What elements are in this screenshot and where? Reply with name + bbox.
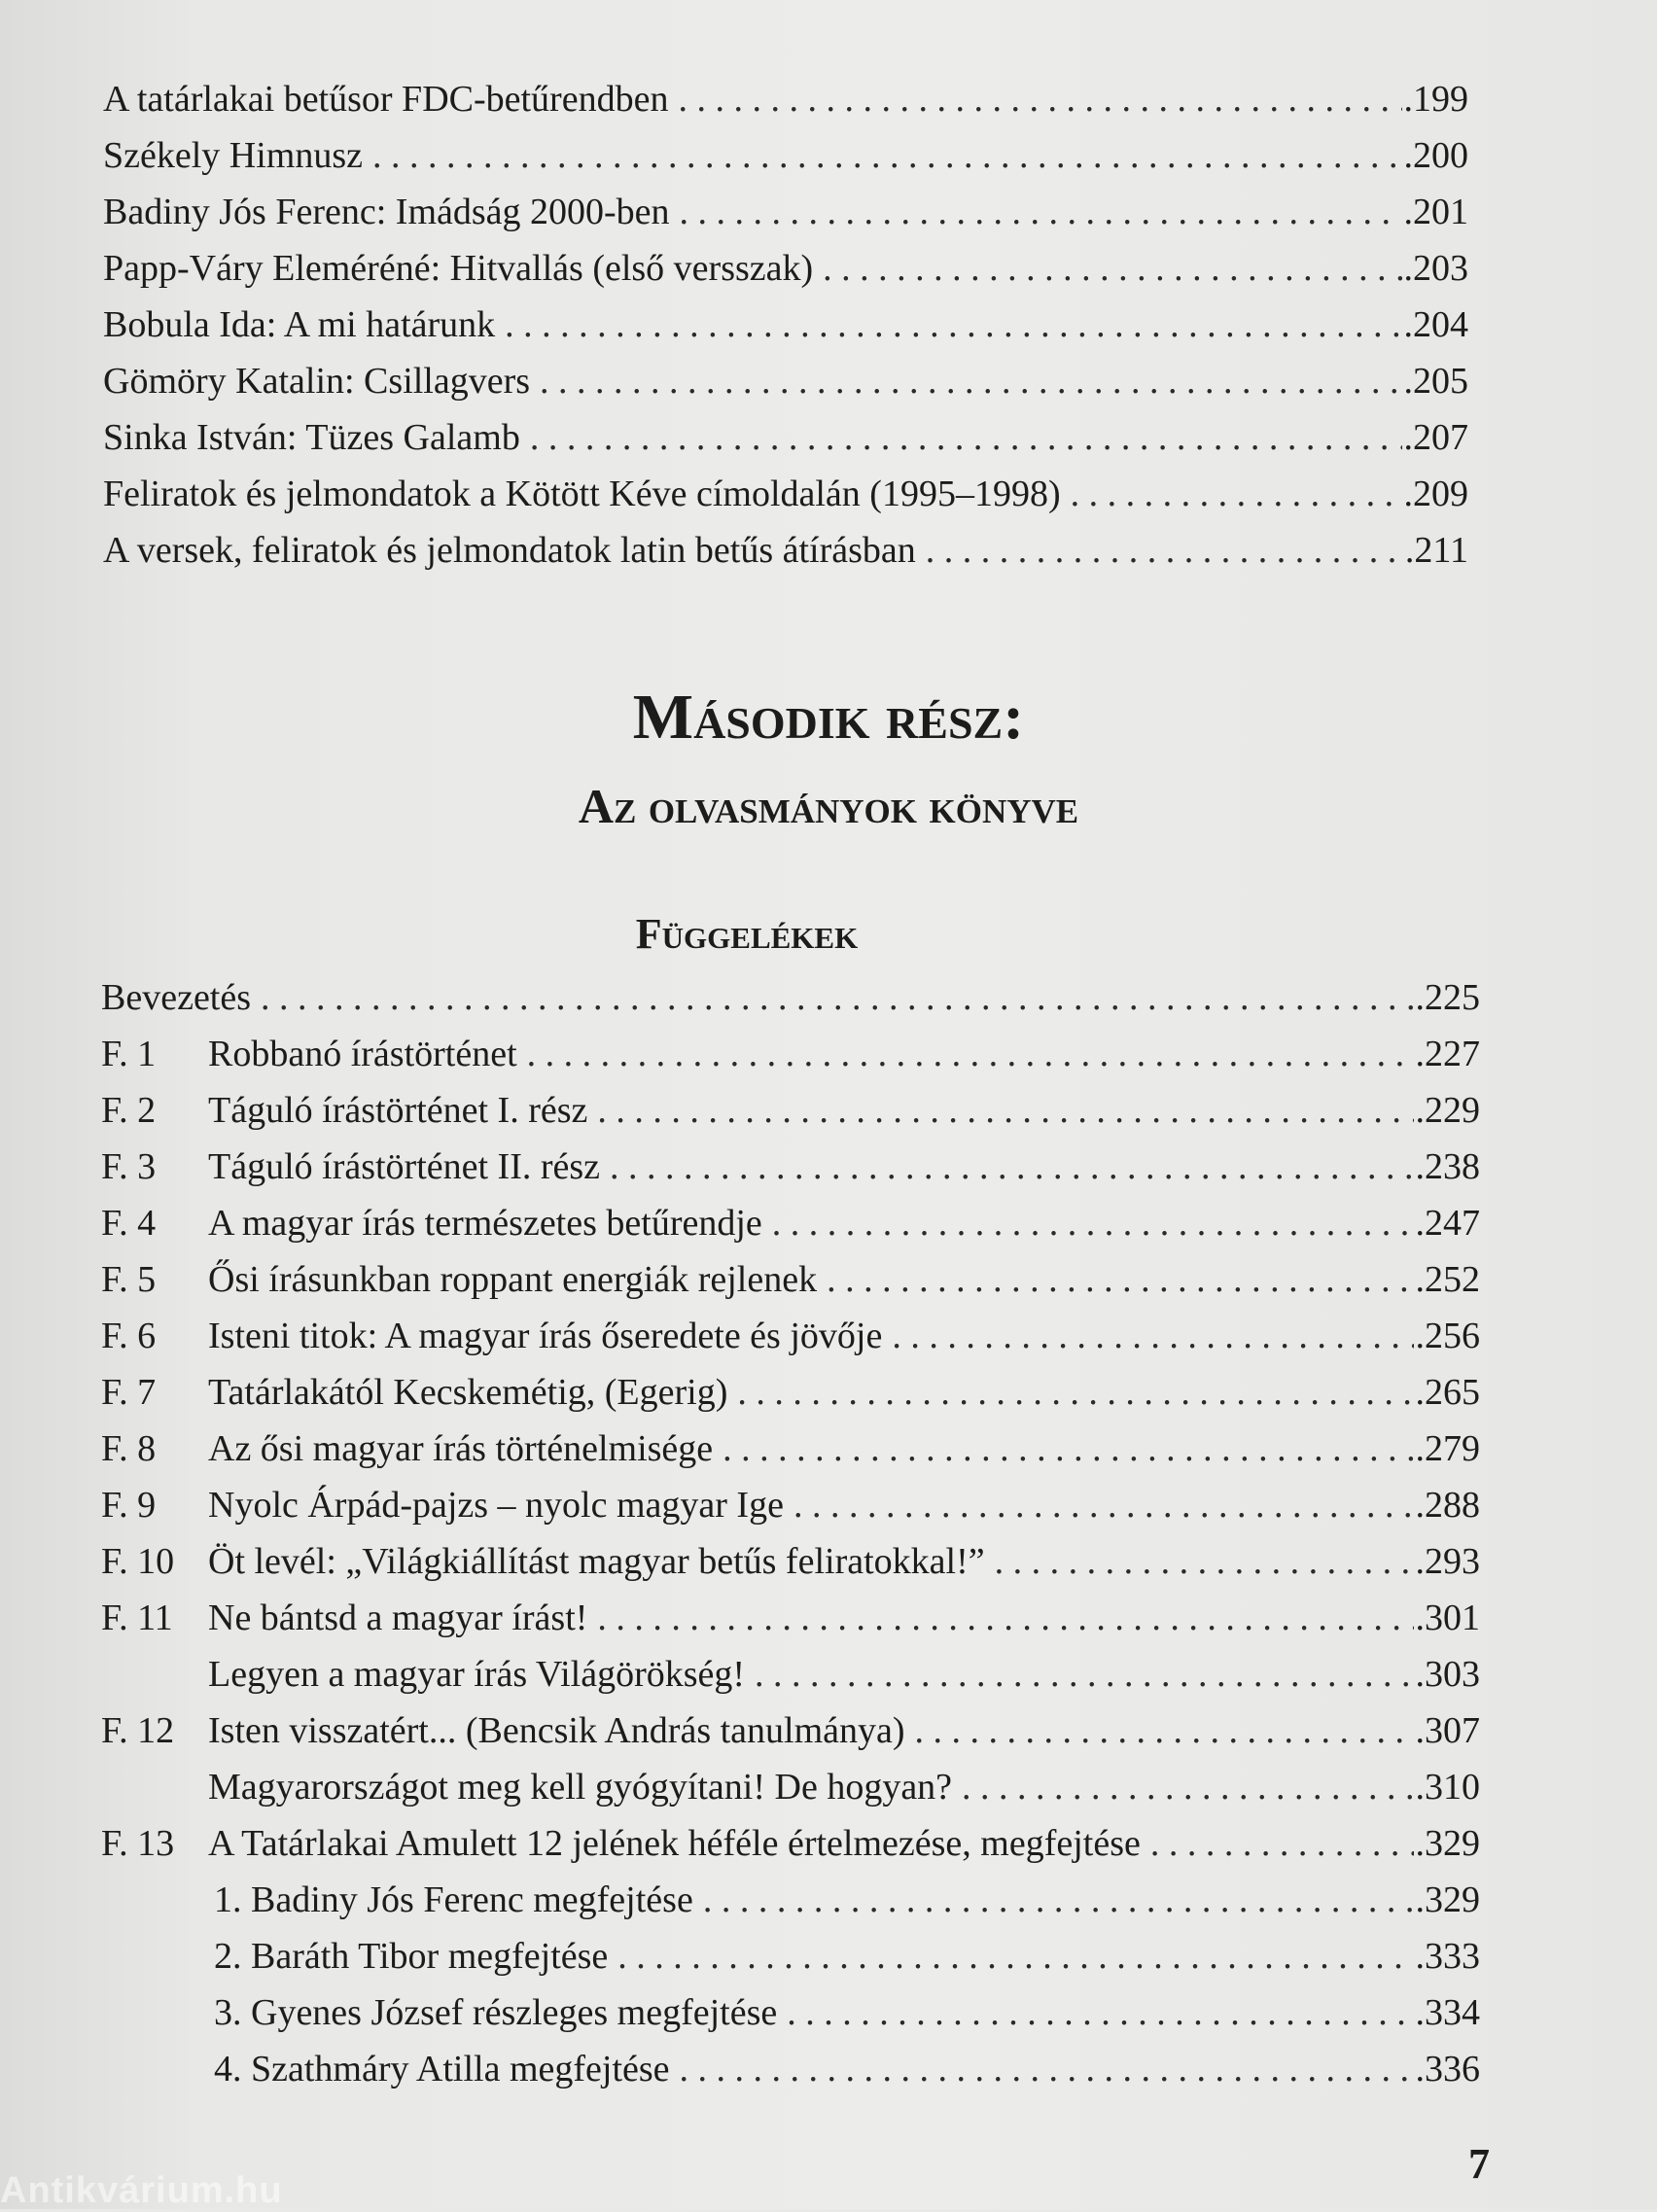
toc-entry-number: F. 13 [101, 1823, 175, 1864]
toc-entry-title: Magyarországot meg kell gyógyítani! De hogyan? [208, 1767, 953, 1808]
toc-entry-title: Gömöry Katalin: Csillagvers [103, 361, 531, 402]
dot-leader [597, 1597, 1413, 1639]
dot-leader [678, 78, 1401, 121]
toc-entry [101, 1822, 1480, 1865]
toc-entry-number: F. 6 [101, 1316, 157, 1356]
watermark: Antikvárium.hu [0, 2170, 283, 2211]
toc-entry-page: . 199 [1402, 78, 1469, 121]
toc-entry-number: F. 2 [101, 1090, 157, 1131]
toc-entry-title: Bobula Ida: A mi határunk [103, 304, 496, 345]
toc-entry-number: F. 11 [101, 1598, 173, 1638]
toc-entry [101, 1709, 1480, 1752]
dot-leader [772, 1202, 1414, 1245]
toc-entry-number: F. 3 [101, 1146, 157, 1187]
dot-leader [617, 1935, 1413, 1978]
toc-entry-page: . 204 [1402, 303, 1469, 346]
toc-entry-title: A magyar írás természetes betűrendje [208, 1203, 762, 1244]
toc-entry-number: F. 9 [101, 1485, 157, 1526]
toc-entry-number: F. 10 [101, 1541, 175, 1582]
toc-entry-page: . 211 [1403, 529, 1468, 572]
toc-entry [103, 360, 1468, 403]
toc-entry-title: Sinka István: Tüzes Galamb [103, 417, 520, 458]
toc-entry-page: . 301 [1414, 1597, 1481, 1639]
part-heading: Második rész: [632, 682, 1025, 753]
toc-entry-title: 2. Baráth Tibor megfejtése [214, 1936, 609, 1977]
dot-leader [823, 247, 1401, 290]
dot-leader [680, 2048, 1414, 2090]
toc-entry-title: Robbanó írástörténet [208, 1034, 517, 1074]
toc-entry [101, 1484, 1480, 1527]
toc-entry-title: 3. Gyenes József részleges megfejtése [214, 1992, 778, 2033]
dot-leader [1150, 1822, 1414, 1865]
toc-entry-title: A Tatárlakai Amulett 12 jelének héféle értelmezése, megfejtése [208, 1823, 1141, 1864]
toc-entry-page: . 209 [1402, 473, 1469, 515]
toc-entry-page: . 329 [1414, 1878, 1481, 1921]
dot-leader [737, 1371, 1413, 1414]
page-number: 7 [1468, 2140, 1490, 2188]
dot-leader [915, 1709, 1414, 1752]
dot-leader [530, 416, 1402, 459]
dot-leader [755, 1653, 1413, 1696]
dot-leader [787, 1991, 1413, 2034]
toc-entry-page: . 252 [1414, 1258, 1481, 1301]
toc-entry-page: . 303 [1414, 1653, 1481, 1696]
dot-leader [962, 1766, 1413, 1808]
dot-leader [540, 360, 1401, 403]
toc-entry-page: . 200 [1402, 134, 1469, 177]
toc-entry [103, 134, 1468, 177]
toc-entry-page: . 333 [1414, 1935, 1481, 1978]
toc-entry-title: Székely Himnusz [103, 135, 364, 176]
toc-entry-number: F. 12 [101, 1710, 175, 1751]
toc-entry-title: A tatárlakai betűsor FDC-betűrendben [103, 79, 669, 120]
toc-entry-title: Nyolc Árpád-pajzs – nyolc magyar Ige [208, 1485, 784, 1526]
dot-leader [926, 529, 1403, 572]
toc-entry [103, 191, 1468, 233]
toc-entry-title: A versek, feliratok és jelmondatok latin betűs átírásban [103, 530, 916, 571]
toc-entry [101, 976, 1480, 1019]
dot-leader [261, 976, 1413, 1019]
toc-entry-title: Isteni titok: A magyar írás őseredete és jövője [208, 1316, 883, 1356]
dot-leader [892, 1315, 1413, 1357]
dot-leader [1071, 473, 1402, 515]
toc-entry [101, 1258, 1480, 1301]
toc-entry-page: . 329 [1414, 1822, 1481, 1865]
toc-entry-page: . 227 [1414, 1033, 1481, 1075]
toc-entry-page: . 205 [1402, 360, 1469, 403]
toc-entry [101, 1597, 1480, 1639]
dot-leader [827, 1258, 1413, 1301]
toc-entry-title: Bevezetés [101, 977, 252, 1018]
dot-leader [723, 1427, 1413, 1470]
toc-entry-number: F. 7 [101, 1372, 157, 1413]
dot-leader [505, 303, 1401, 346]
toc-entry-title: 1. Badiny Jós Ferenc megfejtése [214, 1879, 693, 1920]
toc-entry [103, 303, 1468, 346]
toc-entry-page: . 334 [1414, 1991, 1481, 2034]
toc-entry-page: . 336 [1414, 2048, 1481, 2090]
toc-entry-title: Badiny Jós Ferenc: Imádság 2000-ben [103, 192, 670, 232]
dot-leader [597, 1089, 1413, 1132]
toc-entry-title: Ősi írásunkban roppant energiák rejlenek [208, 1259, 818, 1300]
toc-entry-title: Papp-Váry Eleméréné: Hitvallás (első versszak) [103, 248, 814, 289]
dot-leader [680, 191, 1402, 233]
toc-entry [101, 1202, 1480, 1245]
toc-entry [101, 1991, 1480, 2034]
section-heading: Függelékek [635, 910, 859, 958]
toc-entry [101, 1878, 1480, 1921]
toc-entry-title: Tatárlakától Kecskemétig, (Egerig) [208, 1372, 728, 1413]
toc-entry-title: Ne bántsd a magyar írást! [208, 1598, 588, 1638]
toc-entry [101, 1935, 1480, 1978]
toc-entry [101, 1540, 1480, 1583]
toc-entry-page: . 279 [1414, 1427, 1481, 1470]
dot-leader [372, 134, 1401, 177]
toc-entry [101, 1145, 1480, 1188]
toc-entry [103, 247, 1468, 290]
toc-entry [101, 1315, 1480, 1357]
toc-entry [103, 78, 1468, 121]
toc-entry-page: . 293 [1414, 1540, 1481, 1583]
toc-entry-title: Az ősi magyar írás történelmisége [208, 1428, 714, 1469]
toc-entry-page: . 288 [1414, 1484, 1481, 1527]
toc-entry-title: Isten visszatért... (Bencsik András tanulmánya) [208, 1710, 905, 1751]
dot-leader [703, 1878, 1414, 1921]
toc-entry-number: F. 8 [101, 1428, 157, 1469]
toc-entry-page: . 201 [1402, 191, 1469, 233]
toc-entry [101, 2048, 1480, 2090]
toc-entry [101, 1766, 1480, 1808]
toc-entry-title: Feliratok és jelmondatok a Kötött Kéve címoldalán (1995–1998) [103, 474, 1061, 514]
toc-entry-page: . 310 [1414, 1766, 1481, 1808]
toc-entry-page: . 238 [1414, 1145, 1481, 1188]
toc-entry-title: Táguló írástörténet II. rész [208, 1146, 601, 1187]
toc-entry-page: . 265 [1414, 1371, 1481, 1414]
toc-entry-page: . 247 [1414, 1202, 1481, 1245]
toc-entry-title: Öt levél: „Világkiállítást magyar betűs feliratokkal!” [208, 1541, 985, 1582]
toc-entry-title: Táguló írástörténet I. rész [208, 1090, 588, 1131]
toc-entry-title: Legyen a magyar írás Világörökség! [208, 1654, 746, 1695]
toc-entry-page: . 203 [1402, 247, 1469, 290]
toc-entry [101, 1033, 1480, 1075]
dot-leader [793, 1484, 1414, 1527]
toc-entry-number: F. 5 [101, 1259, 157, 1300]
toc-entry [101, 1371, 1480, 1414]
toc-entry [101, 1089, 1480, 1132]
toc-entry-title: 4. Szathmáry Atilla megfejtése [214, 2049, 670, 2089]
dot-leader [527, 1033, 1414, 1075]
toc-entry-page: . 229 [1414, 1089, 1481, 1132]
toc-entry [101, 1653, 1480, 1696]
toc-entry-page: . 207 [1402, 416, 1469, 459]
dot-leader [995, 1540, 1414, 1583]
toc-entry-number: F. 4 [101, 1203, 157, 1244]
toc-entry [103, 416, 1468, 459]
part-subheading: Az olvasmányok könyve [578, 779, 1079, 833]
dot-leader [610, 1145, 1413, 1188]
toc-entry [101, 1427, 1480, 1470]
toc-entry-number: F. 1 [101, 1034, 157, 1074]
toc-entry-page: . 307 [1414, 1709, 1481, 1752]
toc-entry-page: . 256 [1414, 1315, 1481, 1357]
toc-entry [103, 473, 1468, 515]
toc-entry-page: . 225 [1414, 976, 1481, 1019]
toc-entry [103, 529, 1468, 572]
